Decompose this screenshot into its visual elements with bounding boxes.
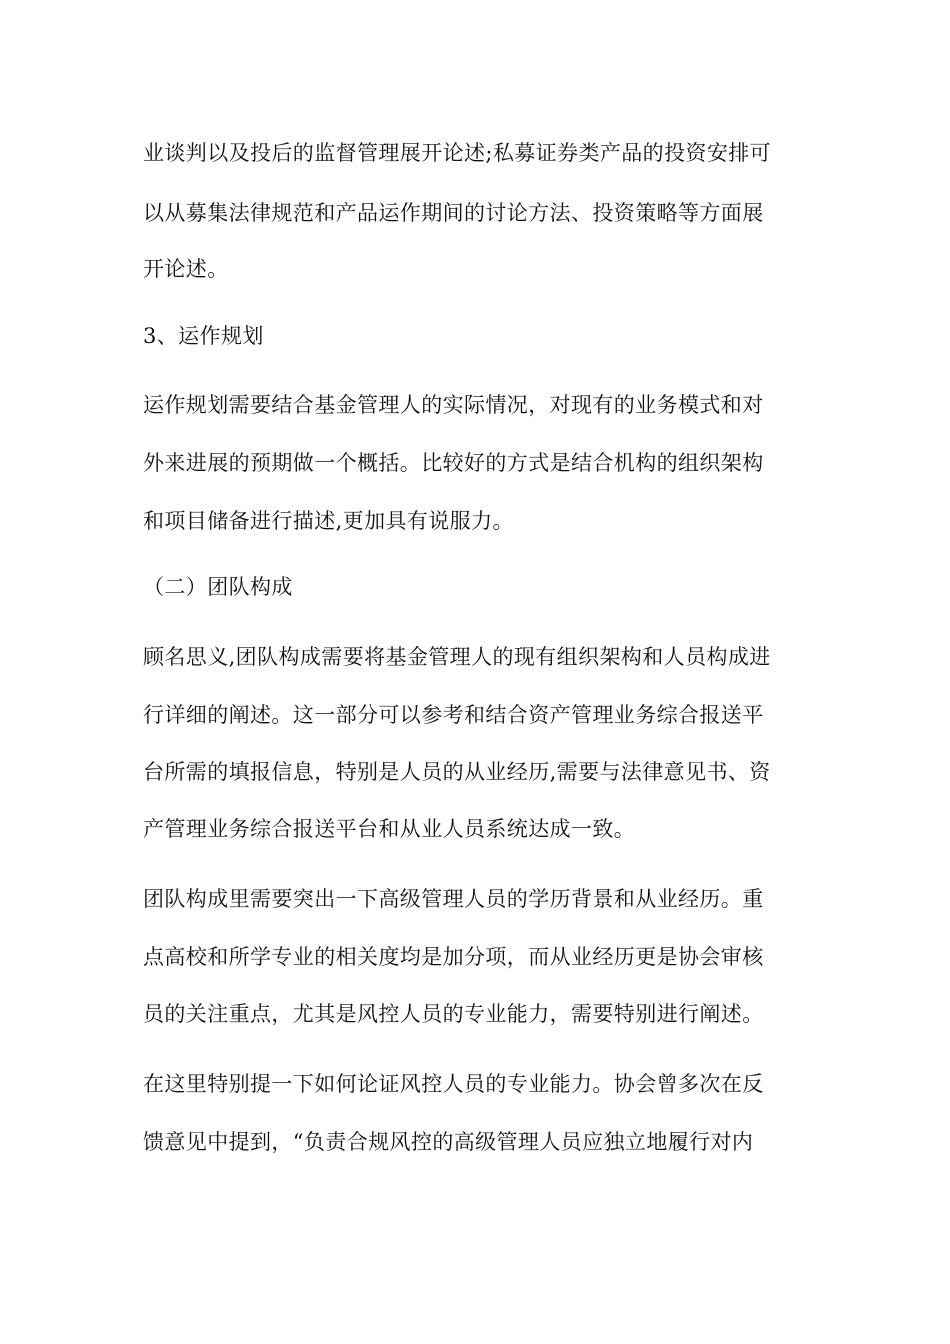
section-heading: 3、运作规划 xyxy=(143,324,264,348)
body-text-line: 行详细的阐述。这一部分可以参考和结合资产管理业务综合报送平 xyxy=(143,703,764,727)
body-text-line: 团队构成里需要突出一下高级管理人员的学历背景和从业经历。重 xyxy=(143,887,764,911)
body-text-line: 顾名思义,团队构成需要将基金管理人的现有组织架构和人员构成进 xyxy=(143,645,771,669)
body-text-line: 台所需的填报信息，特别是人员的从业经历,需要与法律意见书、资 xyxy=(143,760,771,784)
body-text-line: 开论述。 xyxy=(143,257,229,281)
body-text-line: 点高校和所学专业的相关度均是加分项，而从业经历更是协会审核 xyxy=(143,945,764,969)
body-text-line: 和项目储备进行描述,更加具有说服力。 xyxy=(143,509,514,533)
body-text-line: 业谈判以及投后的监督管理展开论述;私募证券类产品的投资安排可 xyxy=(143,141,772,165)
body-text-line: 员的关注重点，尤其是风控人员的专业能力，需要特别进行阐述。 xyxy=(143,1002,764,1026)
body-text-line: 产管理业务综合报送平台和从业人员系统达成一致。 xyxy=(143,817,636,841)
body-text-line: 运作规划需要结合基金管理人的实际情况，对现有的业务模式和对 xyxy=(143,393,764,417)
section-heading: （二）团队构成 xyxy=(143,575,293,599)
body-text-line: 馈意见中提到，“负责合规风控的高级管理人员应独立地履行对内 xyxy=(143,1130,754,1154)
body-text-line: 外来进展的预期做一个概括。比较好的方式是结合机构的组织架构 xyxy=(143,451,764,475)
body-text-line: 以从募集法律规范和产品运作期间的讨论方法、投资策略等方面展 xyxy=(143,201,764,225)
body-text-line: 在这里特别提一下如何论证风控人员的专业能力。协会曾多次在反 xyxy=(143,1072,764,1096)
